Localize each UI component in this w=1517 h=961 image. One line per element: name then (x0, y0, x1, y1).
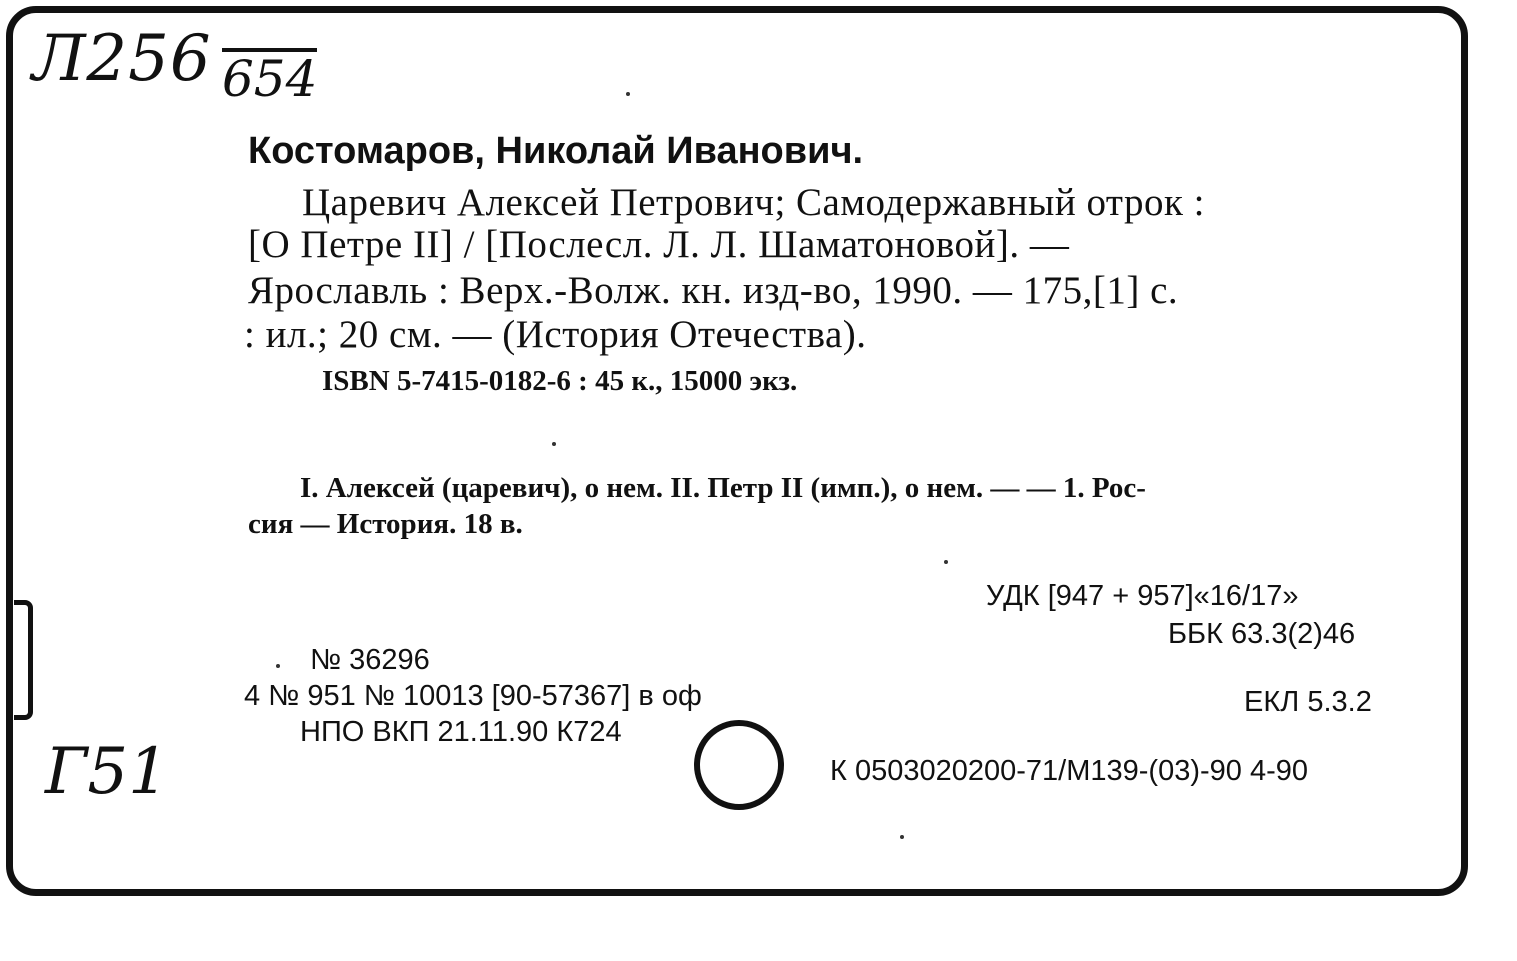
speck (900, 835, 904, 839)
card-punch-hole (694, 720, 784, 810)
k-code: К 0503020200-71/М139-(03)-90 4-90 (830, 755, 1308, 787)
handwritten-shelf-mark: Г51 (45, 735, 169, 809)
udk-code: УДК [947 + 957]«16/17» (986, 580, 1299, 612)
bbk-code: ББК 63.3(2)46 (1168, 618, 1356, 650)
handwritten-call-number: Л256 (32, 22, 212, 96)
description-line-3: Ярославль : Верх.-Волж. кн. изд-во, 1990. — 175,[1] с. (248, 269, 1179, 312)
ekl-code: ЕКЛ 5.3.2 (1244, 686, 1372, 718)
description-line-4: : ил.; 20 см. — (История Отечества). (244, 313, 867, 356)
speck (944, 560, 948, 564)
speck (276, 664, 280, 668)
isbn-line: ISBN 5-7415-0182-6 : 45 к., 15000 экз. (322, 365, 798, 397)
subject-headings-line-1: I. Алексей (царевич), о нем. II. Петр II (имп.), о нем. — — 1. Рос- (300, 472, 1146, 504)
speck (552, 442, 556, 446)
handwritten-call-suffix: 654 (222, 50, 318, 108)
speck (626, 92, 630, 96)
description-line-1: Царевич Алексей Петрович; Самодержавный отрок : (302, 181, 1205, 224)
subject-headings-line-2: сия — История. 18 в. (248, 508, 523, 540)
npo-line: НПО ВКП 21.11.90 К724 (300, 716, 622, 748)
card-number: № 36296 (310, 644, 430, 676)
description-line-2: [О Петре II] / [Послесл. Л. Л. Шаматоновой]. — (248, 223, 1070, 266)
author-heading: Костомаров, Николай Иванович. (248, 130, 864, 172)
print-order-line: 4 № 951 № 10013 [90-57367] в оф (244, 680, 702, 712)
handwritten-bracket (14, 600, 33, 720)
